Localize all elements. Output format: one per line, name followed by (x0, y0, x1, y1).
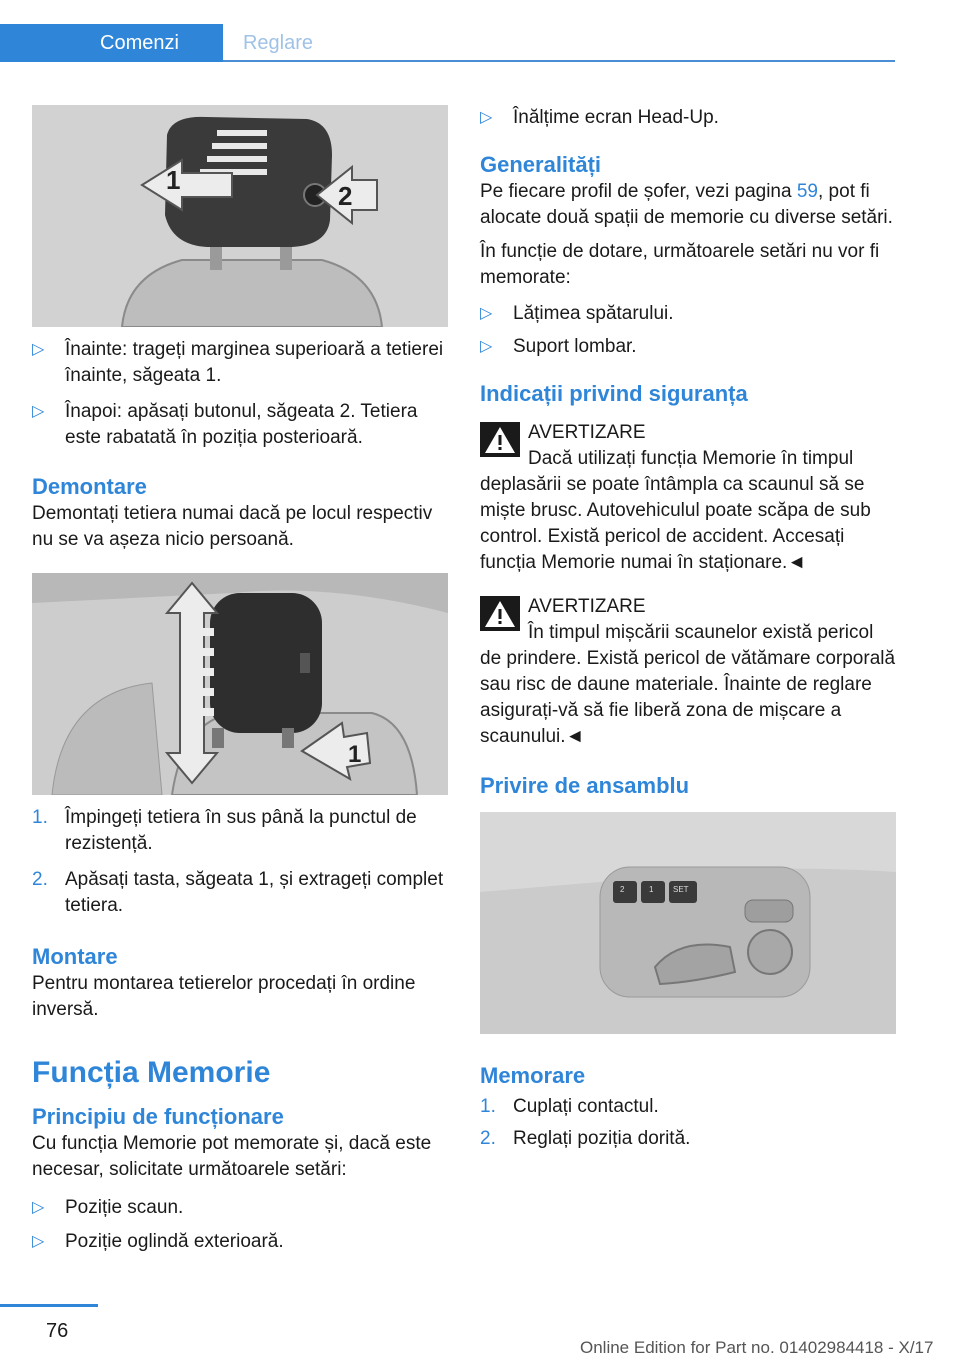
memory-button-2: 2 (620, 885, 625, 894)
list-item: ▷ Înapoi: apăsați butonul, săgeata 2. Tetiera este rabatată în poziția posterioară. (32, 401, 418, 448)
list-item: 2. Reglați poziția dorită. (480, 1128, 691, 1149)
ansamblu-heading: Privire de ansamblu (480, 773, 690, 798)
list-item: ▷ Lățimea spătarului. (480, 301, 896, 327)
memory-button-1: 1 (649, 885, 654, 894)
triangle-bullet-icon: ▷ (32, 1199, 45, 1216)
warning-icon (480, 422, 520, 457)
headrest-direction-list (32, 337, 448, 451)
footer-rule (0, 1304, 98, 1307)
warning-title: AVERTIZARE (528, 596, 646, 617)
tab-comenzi[interactable]: Comenzi (0, 24, 223, 62)
figure-callout-2: 2 (338, 181, 353, 211)
demontare-heading: Demontare (32, 474, 147, 499)
list-item: 1. Împingeți tetiera în sus până la punctul de rezistență. (32, 807, 417, 854)
generalitati-heading: Generalități (480, 152, 602, 177)
montare-heading: Montare (32, 944, 118, 969)
triangle-bullet-icon: ▷ (32, 403, 45, 420)
figure-callout-1: 1 (348, 741, 362, 768)
generalitati-text: Pe fiecare profil de șofer, vezi pagina 59, pot fi alocate două spații de memorie cu diverse setări. (480, 181, 893, 228)
triangle-bullet-icon: ▷ (32, 1233, 45, 1250)
list-item: ▷ Poziție scaun. (32, 1195, 448, 1221)
page-number: 76 (46, 1320, 69, 1342)
principiu-list (32, 1195, 448, 1255)
top-list (480, 105, 896, 131)
principiu-heading: Principiu de funcționare (32, 1104, 284, 1129)
warning-block (480, 594, 896, 750)
warning-text: Dacă utilizați funcția Memorie în timpul deplasării se poate întâmpla ca scaunul să se miște brusc. Autovehiculul poate scăpa de sub control. Există pericol de accident. Accesați funcția Memorie numai în staționare.◄ (480, 448, 871, 573)
list-item: ▷ Suport lombar. (480, 334, 896, 360)
principiu-text: Cu funcția Memorie pot memorate și, dacă este necesar, solicitate următoarele setări: (32, 1133, 432, 1180)
headrest-adjust-figure (32, 105, 448, 327)
memorare-steps (480, 1094, 896, 1152)
headrest-removal-figure (32, 573, 448, 795)
header-tabs (0, 24, 895, 62)
memory-buttons-figure (480, 812, 896, 1034)
warning-title: AVERTIZARE (528, 422, 646, 443)
edition-text: Online Edition for Part no. 01402984418 - X/17 (580, 1338, 934, 1357)
dotare-text: În funcție de dotare, următoarele setări nu vor fi memorate: (480, 241, 880, 288)
list-item: ▷ Înălțime ecran Head-Up. (480, 105, 896, 131)
triangle-bullet-icon: ▷ (32, 341, 45, 358)
triangle-bullet-icon: ▷ (480, 338, 493, 355)
right-column (480, 105, 896, 1152)
list-item: ▷ Înainte: trageți marginea superioară a tetierei înainte, săgeata 1. (32, 339, 444, 386)
warning-icon (480, 596, 520, 631)
memorie-heading: Funcția Memorie (32, 1056, 271, 1089)
dotare-list (480, 301, 896, 360)
page-link[interactable]: 59 (796, 181, 818, 202)
montare-text: Pentru montarea tetierelor procedați în ordine inversă. (32, 973, 416, 1020)
figure-callout-1: 1 (166, 165, 181, 195)
demontare-text: Demontați tetiera numai dacă pe locul respectiv nu se va așeza nicio persoană. (32, 503, 433, 550)
memory-button-set: SET (673, 885, 689, 894)
list-item: 1. Cuplați contactul. (480, 1096, 659, 1117)
siguranta-heading: Indicații privind siguranța (480, 381, 748, 406)
list-item: 2. Apăsați tasta, săgeata 1, și extrageți complet tetiera. (32, 869, 444, 916)
list-item: ▷ Poziție oglindă exterioară. (32, 1229, 448, 1255)
tab-reglare[interactable]: Reglare (242, 32, 314, 54)
memorare-heading: Memorare (480, 1063, 586, 1088)
triangle-bullet-icon: ▷ (480, 305, 493, 322)
warning-block (480, 420, 896, 576)
left-column (32, 105, 448, 1255)
demontare-steps (32, 805, 448, 919)
warning-text: În timpul mișcării scaunelor există pericol de prindere. Există pericol de vătămare corporală sau risc de daune materiale. Înainte de reglare asigurați-vă să fie liberă zona de mișcare a scaunului.◄ (480, 622, 896, 747)
triangle-bullet-icon: ▷ (480, 109, 493, 126)
